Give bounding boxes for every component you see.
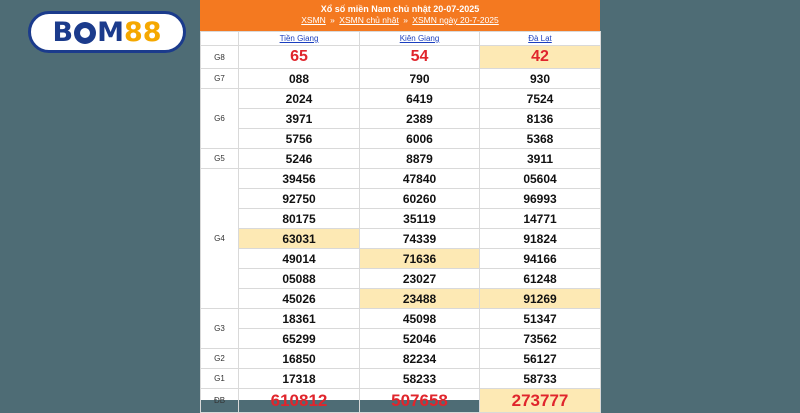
prize-label: ĐB <box>201 389 239 413</box>
province-header <box>480 32 601 46</box>
prize-label: G7 <box>201 69 239 89</box>
prize-label: G3 <box>201 309 239 349</box>
province-header <box>239 32 360 46</box>
breadcrumb-separator: » <box>330 15 335 25</box>
logo-letter-m: M <box>97 16 124 48</box>
prize-number: 39456 <box>239 169 360 189</box>
prize-number: 58233 <box>360 369 480 389</box>
prize-number: 65299 <box>239 329 360 349</box>
corner-cell <box>201 32 239 46</box>
prize-number: 8879 <box>360 149 480 169</box>
prize-number: 74339 <box>360 229 480 249</box>
prize-number: 18361 <box>239 309 360 329</box>
prize-number: 7524 <box>480 89 601 109</box>
prize-label: G8 <box>201 46 239 69</box>
prize-label: G4 <box>201 169 239 309</box>
prize-label: G2 <box>201 349 239 369</box>
prize-number: 23488 <box>360 289 480 309</box>
bom88-logo[interactable] <box>28 11 186 53</box>
prize-number: 92750 <box>239 189 360 209</box>
prize-number: 05604 <box>480 169 601 189</box>
prize-number: 3971 <box>239 109 360 129</box>
prize-row-g8 <box>201 46 601 69</box>
prize-number: 42 <box>480 46 601 69</box>
results-table <box>200 31 601 413</box>
prize-number: 6419 <box>360 89 480 109</box>
prize-number: 56127 <box>480 349 601 369</box>
prize-number: 82234 <box>360 349 480 369</box>
prize-row-g6 <box>201 89 601 109</box>
prize-row-g6 <box>201 129 601 149</box>
special-prize-number: 507658 <box>360 389 480 413</box>
province-header <box>360 32 480 46</box>
prize-number: 60260 <box>360 189 480 209</box>
province-link-da-lat[interactable]: Đà Lạt <box>528 34 552 43</box>
prize-number: 91269 <box>480 289 601 309</box>
prize-row-g7 <box>201 69 601 89</box>
breadcrumb-xsmn[interactable]: XSMN <box>301 15 326 25</box>
prize-row-g4 <box>201 249 601 269</box>
prize-row-g1 <box>201 369 601 389</box>
prize-row-g6 <box>201 109 601 129</box>
prize-number: 5368 <box>480 129 601 149</box>
prize-number: 65 <box>239 46 360 69</box>
special-prize-number: 610812 <box>239 389 360 413</box>
prize-number: 58733 <box>480 369 601 389</box>
prize-row-g5 <box>201 149 601 169</box>
prize-number: 73562 <box>480 329 601 349</box>
prize-row-g3 <box>201 309 601 329</box>
prize-row-g4 <box>201 229 601 249</box>
prize-row-g4 <box>201 269 601 289</box>
prize-label: G5 <box>201 149 239 169</box>
logo-letter-b: B <box>52 16 74 48</box>
prize-number: 5246 <box>239 149 360 169</box>
prize-number: 49014 <box>239 249 360 269</box>
prize-number: 61248 <box>480 269 601 289</box>
prize-number: 96993 <box>480 189 601 209</box>
prize-number: 63031 <box>239 229 360 249</box>
prize-number: 790 <box>360 69 480 89</box>
province-link-kien-giang[interactable]: Kiên Giang <box>399 34 440 43</box>
prize-number: 52046 <box>360 329 480 349</box>
results-title: Xổ số miền Nam chủ nhật 20-07-2025 <box>320 4 480 14</box>
prize-row-g2 <box>201 349 601 369</box>
prize-number: 94166 <box>480 249 601 269</box>
soccer-ball-icon <box>74 22 96 44</box>
prize-number: 80175 <box>239 209 360 229</box>
breadcrumb-xsmn-date[interactable]: XSMN ngày 20-7-2025 <box>412 15 499 25</box>
prize-number: 16850 <box>239 349 360 369</box>
prize-number: 47840 <box>360 169 480 189</box>
prize-number: 8136 <box>480 109 601 129</box>
prize-number: 45098 <box>360 309 480 329</box>
special-prize-number: 273777 <box>480 389 601 413</box>
prize-row-g4 <box>201 189 601 209</box>
prize-number: 35119 <box>360 209 480 229</box>
prize-number: 14771 <box>480 209 601 229</box>
results-panel <box>200 0 600 410</box>
logo-number: 88 <box>123 16 162 48</box>
prize-number: 45026 <box>239 289 360 309</box>
prize-number: 71636 <box>360 249 480 269</box>
prize-row-g4 <box>201 169 601 189</box>
prize-row-g4 <box>201 209 601 229</box>
prize-row-g4 <box>201 289 601 309</box>
prize-number: 2024 <box>239 89 360 109</box>
prize-number: 3911 <box>480 149 601 169</box>
breadcrumb <box>200 15 600 26</box>
prize-row-g3 <box>201 329 601 349</box>
province-header-row <box>201 32 601 46</box>
prize-number: 5756 <box>239 129 360 149</box>
prize-number: 2389 <box>360 109 480 129</box>
prize-number: 17318 <box>239 369 360 389</box>
prize-number: 54 <box>360 46 480 69</box>
prize-label: G1 <box>201 369 239 389</box>
prize-label: G6 <box>201 89 239 149</box>
prize-number: 91824 <box>480 229 601 249</box>
province-link-tien-giang[interactable]: Tiền Giang <box>279 34 319 43</box>
results-header <box>200 0 600 31</box>
prize-number: 930 <box>480 69 601 89</box>
prize-row-special <box>201 389 601 413</box>
breadcrumb-xsmn-sunday[interactable]: XSMN chủ nhật <box>339 15 399 25</box>
prize-number: 51347 <box>480 309 601 329</box>
prize-number: 6006 <box>360 129 480 149</box>
breadcrumb-separator: » <box>403 15 408 25</box>
prize-number: 088 <box>239 69 360 89</box>
prize-number: 23027 <box>360 269 480 289</box>
prize-number: 05088 <box>239 269 360 289</box>
